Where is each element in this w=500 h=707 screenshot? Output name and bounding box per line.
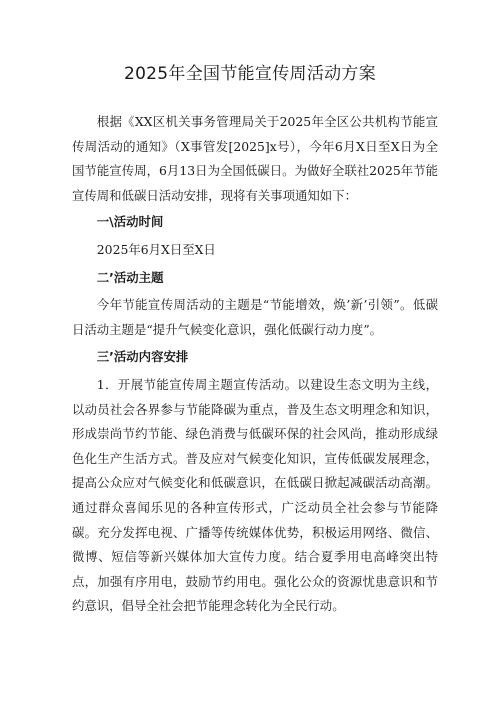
- section-heading-theme: 二’活动主题: [96, 269, 164, 285]
- section-text-time: 2025年6月X日至X日: [96, 241, 216, 257]
- section-text-content-item1: 1．开展节能宣传周主题宣传活动。以建设生态文明为主线，以动员社会各界参与节能降碳为重点，普及生态文明理念和知识，形成崇尚节约节能、绿色消费与低碳环保的社会风尚，推动形成绿色化生产生活方式。普及应对气候变化知识，宣传低碳发展理念，提高公众应对气候变化和低碳意识，在低碳日掀起减碳活动高潮。通过群众喜闻乐见的各种宣传形式，广泛动员全社会参与节能降碳。充分发挥电视、广播等传统媒体优势，积极运用网络、微信、微博、短信等新兴媒体加大宣传力度。结合夏季用电高峰突出特点，加强有序用电，鼓励节约用电。强化公众的资源忧患意识和节约意识，倡导全社会把节能理念转化为全民行动。: [72, 376, 438, 614]
- document-body: [72, 110, 438, 619]
- document-title: 2025年全国节能宣传周活动方案: [123, 64, 377, 84]
- section-heading-content: 三’活动内容安排: [96, 349, 189, 365]
- section-text-theme: 今年节能宣传周活动的主题是“节能增效，焕’新’引领”。低碳日活动主题是“提升气候变化意识，强化低碳行动力度”。: [72, 297, 438, 337]
- intro-paragraph: 根据《XX区机关事务管理局关于2025年全区公共机构节能宣传周活动的通知》（X事管发[2025]x号），今年6月X日至X日为全国节能宣传周，6月13日为全国低碳日。为做好全联社2025年节能宣传周和低碳日活动安排，现将有关事项通知如下：: [72, 114, 438, 203]
- section-heading-time: 一\活动时间: [96, 214, 164, 230]
